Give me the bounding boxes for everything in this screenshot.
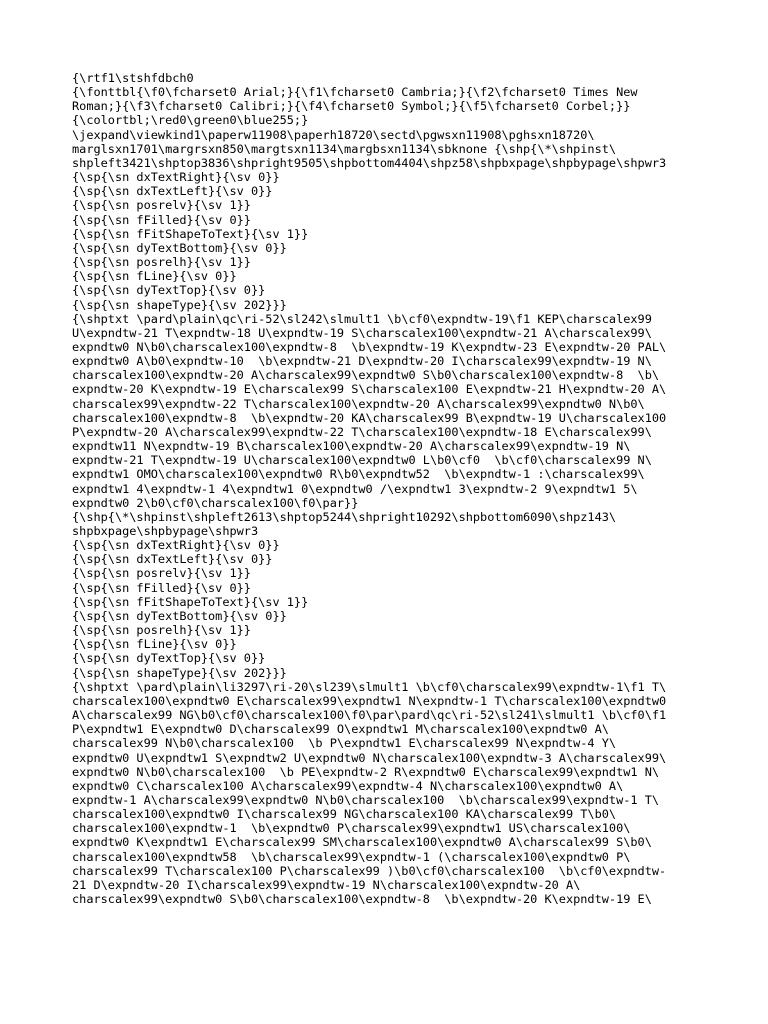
document-line: {\sp{\sn posrelv}{\sv 1}}	[72, 198, 251, 213]
document-line: expndtw-21 T\expndtw-19 U\charscalex100\expndtw0 L\b0\cf0 \b\cf0\charscalex99 N\	[72, 453, 652, 468]
document-line: charscalex99 N\b0\charscalex100 \b P\expndtw1 E\charscalex99 N\expndtw-4 Y\	[72, 736, 617, 751]
document-line: expndtw1 OMO\charscalex100\expndtw0 R\b0\expndtw52 \b\expndtw-1 :\charscalex99\	[72, 467, 645, 482]
document-line: {\sp{\sn fFilled}{\sv 0}}	[72, 212, 251, 227]
document-line: {\sp{\sn shapeType}{\sv 202}}}	[72, 665, 287, 680]
document-line: {\fonttbl{\f0\fcharset0 Arial;}{\f1\fcharset0 Cambria;}{\f2\fcharset0 Times New	[72, 85, 638, 100]
document-line: charscalex100\expndtw0 E\charscalex99\expndtw1 N\expndtw-1 T\charscalex100\expndtw0	[72, 693, 667, 708]
document-line: {\sp{\sn dyTextBottom}{\sv 0}}	[72, 240, 287, 255]
document-line: {\sp{\sn dyTextTop}{\sv 0}}	[72, 283, 266, 298]
rtf-source-document	[72, 71, 762, 906]
document-line: expndtw-1 A\charscalex99\expndtw0 N\b0\charscalex100 \b\charscalex99\expndtw-1 T\	[72, 792, 660, 807]
document-line: expndtw0 K\expndtw1 E\charscalex99 SM\charscalex100\expndtw0 A\charscalex99 S\b0\	[72, 835, 652, 850]
document-line: expndtw-20 K\expndtw-19 E\charscalex99 S\charscalex100 E\expndtw-21 H\expndtw-20 A\	[72, 382, 667, 397]
document-line: marglsxn1701\margrsxn850\margtsxn1134\margbsxn1134\sbknone {\shp{\*\shpinst\	[72, 141, 617, 156]
document-line: P\expndtw-20 A\charscalex99\expndtw-22 T\charscalex100\expndtw-18 E\charscalex99\	[72, 424, 652, 439]
document-line: {\sp{\sn dyTextBottom}{\sv 0}}	[72, 608, 287, 623]
document-line: expndtw0 A\b0\expndtw-10 \b\expndtw-21 D\expndtw-20 I\charscalex99\expndtw-19 N\	[72, 354, 652, 369]
document-line: charscalex100\expndtw58 \b\charscalex99\expndtw-1 (\charscalex100\expndtw0 P\	[72, 849, 631, 864]
document-line: A\charscalex99 NG\b0\cf0\charscalex100\f0\par\pard\qc\ri-52\sl241\slmult1 \b\cf0\f1	[72, 708, 667, 723]
document-line: charscalex99\expndtw-22 T\charscalex100\expndtw-20 A\charscalex99\expndtw0 N\b0\	[72, 396, 645, 411]
document-line: charscalex99 T\charscalex100 P\charscalex99 )\b0\cf0\charscalex100 \b\cf0\expndtw-	[72, 863, 667, 878]
document-line: {\sp{\sn fFitShapeToText}{\sv 1}}	[72, 594, 309, 609]
document-line: expndtw0 C\charscalex100 A\charscalex99\expndtw-4 N\charscalex100\expndtw0 A\	[72, 778, 624, 793]
document-line: {\colortbl;\red0\green0\blue255;}	[72, 113, 309, 128]
document-line: {\sp{\sn fLine}{\sv 0}}	[72, 637, 237, 652]
document-line: \jexpand\viewkind1\paperw11908\paperh18720\sectd\pgwsxn11908\pghsxn18720\	[72, 127, 595, 142]
document-line: charscalex100\expndtw0 I\charscalex99 NG\charscalex100 KA\charscalex99 T\b0\	[72, 807, 617, 822]
document-line: charscalex100\expndtw-20 A\charscalex99\expndtw0 S\b0\charscalex100\expndtw-8 \b\	[72, 368, 660, 383]
document-line: {\sp{\sn dxTextRight}{\sv 0}}	[72, 538, 280, 553]
document-line: {\sp{\sn posrelv}{\sv 1}}	[72, 566, 251, 581]
document-line: expndtw0 N\b0\charscalex100\expndtw-8 \b\expndtw-19 K\expndtw-23 E\expndtw-20 PAL\	[72, 339, 667, 354]
document-line: expndtw0 U\expndtw1 S\expndtw2 U\expndtw0 N\charscalex100\expndtw-3 A\charscalex99\	[72, 750, 667, 765]
document-line: {\sp{\sn fLine}{\sv 0}}	[72, 269, 237, 284]
document-line: shpbxpage\shpbypage\shpwr3	[72, 524, 259, 538]
document-line: 21 D\expndtw-20 I\charscalex99\expndtw-19 N\charscalex100\expndtw-20 A\	[72, 877, 581, 892]
document-line: {\rtf1\stshfdbch0	[72, 71, 194, 85]
document-line: {\sp{\sn fFitShapeToText}{\sv 1}}	[72, 226, 309, 241]
document-line: {\sp{\sn dxTextRight}{\sv 0}}	[72, 170, 280, 185]
document-line: expndtw11 N\expndtw-19 B\charscalex100\expndtw-20 A\charscalex99\expndtw-19 N\	[72, 439, 631, 454]
document-line: {\sp{\sn posrelh}{\sv 1}}	[72, 255, 251, 270]
document-line: charscalex100\expndtw-8 \b\expndtw-20 KA\charscalex99 B\expndtw-19 U\charscalex100	[72, 410, 667, 425]
document-line: {\sp{\sn shapeType}{\sv 202}}}	[72, 297, 287, 312]
document-line: U\expndtw-21 T\expndtw-18 U\expndtw-19 S\charscalex100\expndtw-21 A\charscalex99\	[72, 325, 652, 340]
document-line: {\shptxt \pard\plain\qc\ri-52\sl242\slmult1 \b\cf0\expndtw-19\f1 KEP\charscalex99	[72, 311, 652, 326]
document-line: shpleft3421\shptop3836\shpright9505\shpbottom4404\shpz58\shpbxpage\shpbypage\shpwr3	[72, 155, 667, 170]
document-line: {\sp{\sn dyTextTop}{\sv 0}}	[72, 651, 266, 666]
document-line: expndtw0 2\b0\cf0\charscalex100\f0\par}}	[72, 495, 359, 510]
document-line: Roman;}{\f3\fcharset0 Calibri;}{\f4\fcharset0 Symbol;}{\f5\fcharset0 Corbel;}}	[72, 99, 631, 114]
document-line: {\sp{\sn posrelh}{\sv 1}}	[72, 623, 251, 638]
document-line: charscalex99\expndtw0 S\b0\charscalex100\expndtw-8 \b\expndtw-20 K\expndtw-19 E\	[72, 892, 652, 907]
document-line: {\shp{\*\shpinst\shpleft2613\shptop5244\shpright10292\shpbottom6090\shpz143\	[72, 509, 617, 524]
document-line: {\sp{\sn dxTextLeft}{\sv 0}}	[72, 552, 273, 567]
document-line: {\shptxt \pard\plain\li3297\ri-20\sl239\slmult1 \b\cf0\charscalex99\expndtw-1\f1 T\	[72, 679, 667, 694]
document-line: {\sp{\sn fFilled}{\sv 0}}	[72, 580, 251, 595]
document-line: expndtw0 N\b0\charscalex100 \b PE\expndtw-2 R\expndtw0 E\charscalex99\expndtw1 N\	[72, 764, 660, 779]
document-line: P\expndtw1 E\expndtw0 D\charscalex99 O\expndtw1 M\charscalex100\expndtw0 A\	[72, 722, 609, 737]
document-line: {\sp{\sn dxTextLeft}{\sv 0}}	[72, 184, 273, 199]
document-line: expndtw1 4\expndtw-1 4\expndtw1 0\expndtw0 /\expndtw1 3\expndtw-2 9\expndtw1 5\	[72, 481, 638, 496]
document-line: charscalex100\expndtw-1 \b\expndtw0 P\charscalex99\expndtw1 US\charscalex100\	[72, 821, 631, 836]
